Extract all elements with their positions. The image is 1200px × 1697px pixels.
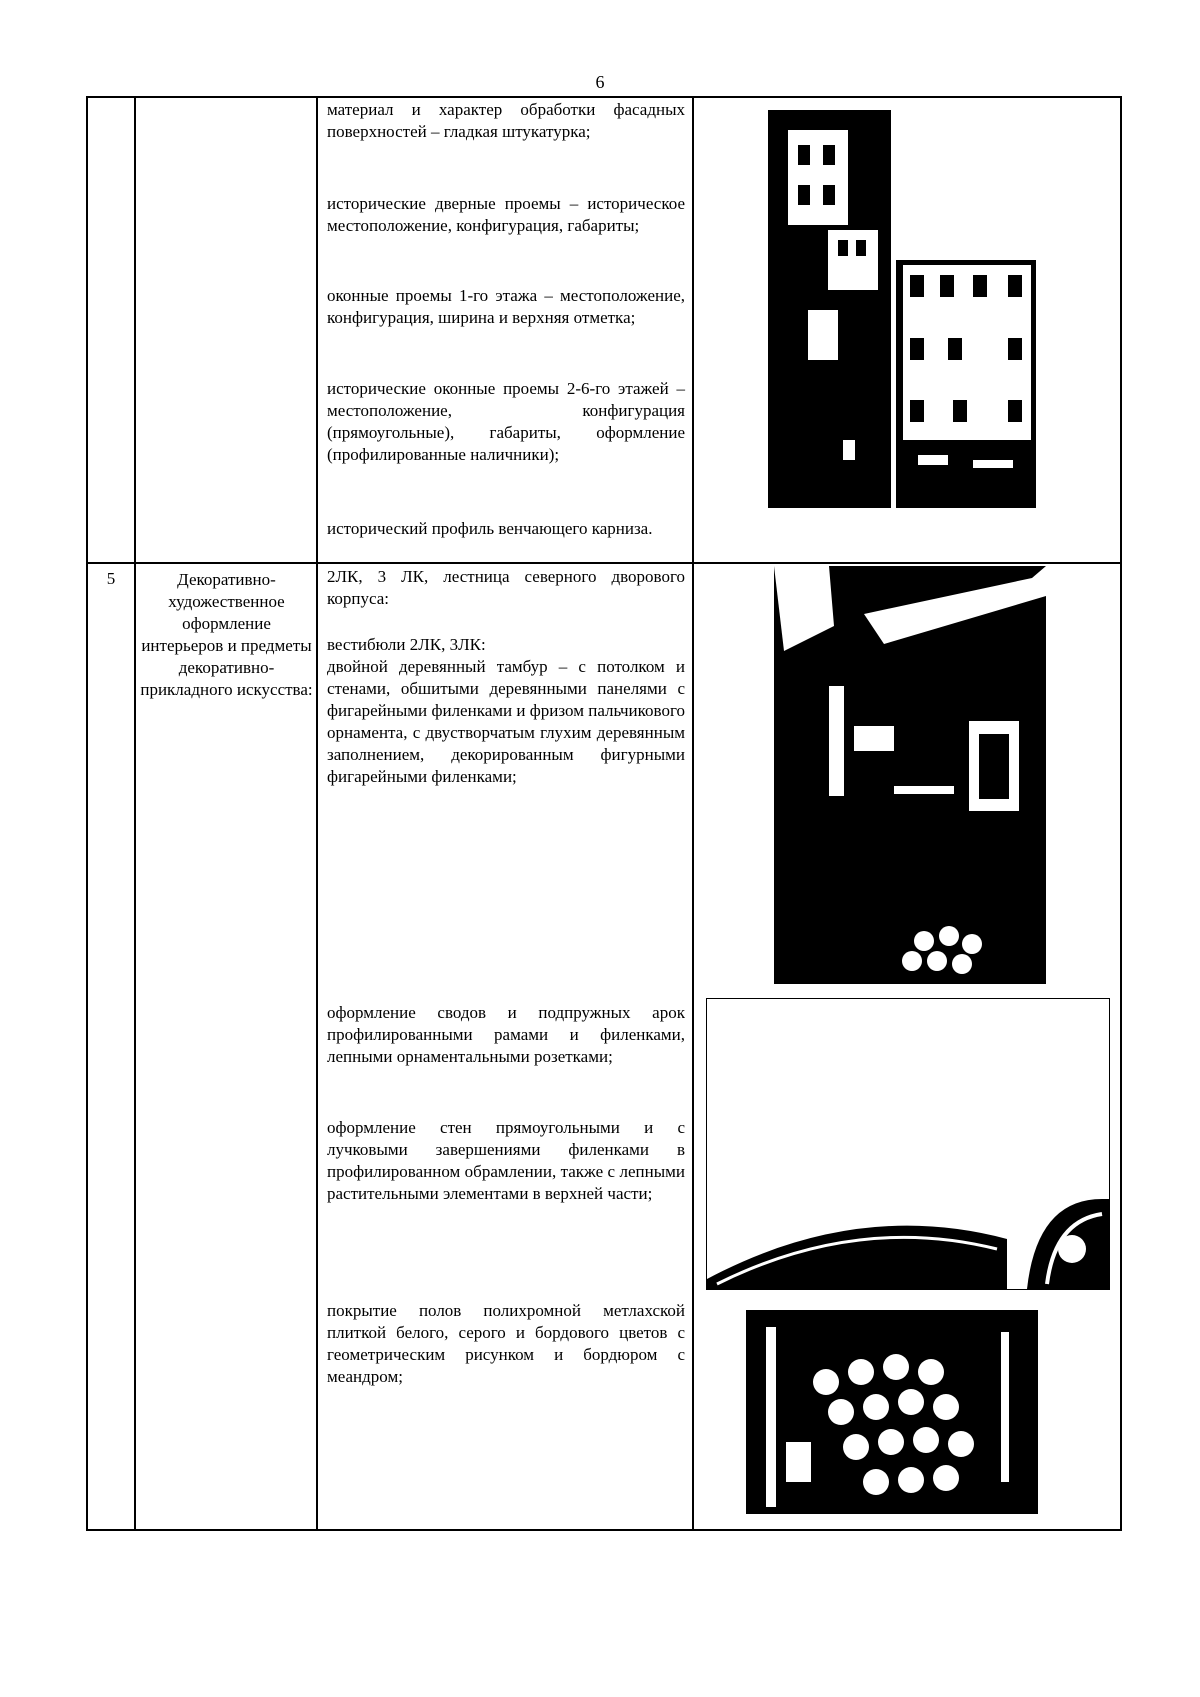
- row4-item-material: материал и характер обработки фасадных поверхностей – гладкая штукатурка;: [327, 100, 685, 141]
- table-border-bottom: [86, 1529, 1122, 1531]
- row5-item-floor: покрытие полов полихромной метлахской плиткой белого, серого и бордового цветов с геометрическим рисунком и бордюром с меандром;: [327, 1301, 685, 1386]
- row-number: 5: [106, 569, 116, 588]
- vault-arch-photo: [706, 998, 1110, 1290]
- table-border-top: [86, 96, 1122, 98]
- row5-item-walls: оформление стен прямоугольными и с лучковыми завершениями филенками в профилированном обрамлении, также с лепными растительными элементами в верхней части;: [327, 1118, 685, 1203]
- column-divider-1: [134, 96, 136, 1531]
- row4-item-doors: исторические дверные проемы – историческое местоположение, конфигурация, габариты;: [327, 194, 685, 235]
- row5-item-tambour: двойной деревянный тамбур – с потолком и стенами, обшитыми деревянными панелями с фигарейными филенками и фризом пальчикового орнамента, с двустворчатым глухим деревянным заполнением, декорированным фигурными фигарейными филенками;: [327, 657, 685, 786]
- column-divider-3: [692, 96, 694, 1531]
- table-border-left: [86, 96, 88, 1531]
- row5-item-vaults: оформление сводов и подпружных арок профилированными рамами и филенками, лепными орнаментальными розетками;: [327, 1003, 685, 1066]
- vestibule-heading: вестибюли 2ЛК, 3ЛК:: [327, 635, 486, 654]
- vestibule-tambour-photo: [774, 566, 1046, 984]
- row4-item-upper-windows: исторические оконные проемы 2-6-го этажей – местоположение, конфигурация (прямоугольные), габариты, оформление (профилированные наличники);: [327, 379, 685, 464]
- row-divider: [86, 562, 1122, 564]
- row4-item-cornice: исторический профиль венчающего карниза.: [327, 519, 653, 538]
- table-border-right: [1120, 96, 1122, 1531]
- row4-item-ground-windows: оконные проемы 1-го этажа – местоположение, конфигурация, ширина и верхняя отметка;: [327, 286, 685, 327]
- column-divider-2: [316, 96, 318, 1531]
- building-facade-photo: [768, 110, 1036, 508]
- floor-tile-photo: [746, 1302, 1038, 1514]
- page-number: 6: [595, 72, 605, 92]
- section-title: Декоративно-художественное оформление интерьеров и предметы декоративно-прикладного искусства:: [140, 570, 313, 699]
- row5-intro: 2ЛК, 3 ЛК, лестница северного дворового корпуса:: [327, 567, 685, 608]
